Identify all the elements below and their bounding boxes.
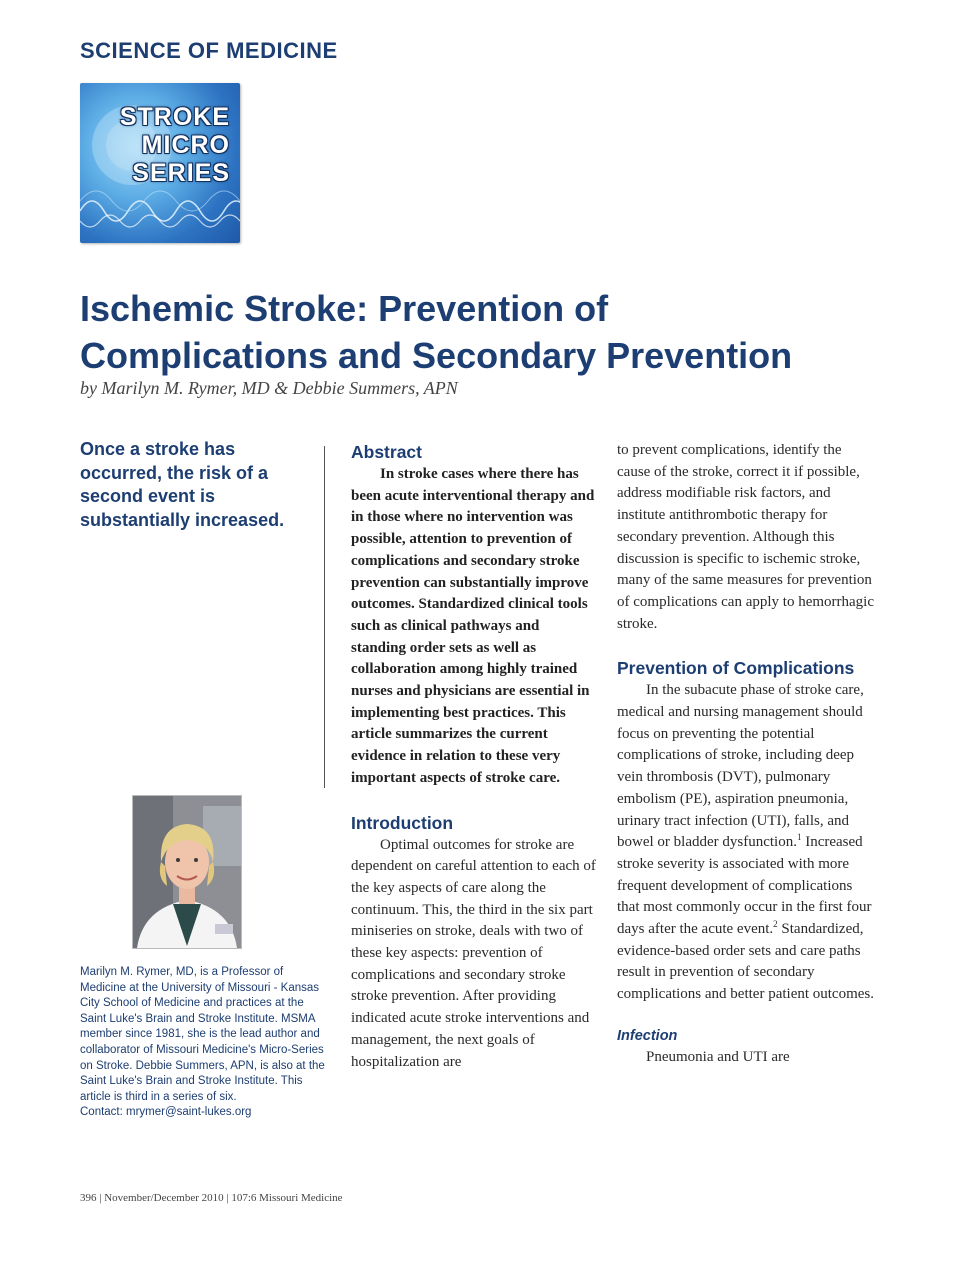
pull-quote: Once a stroke has occurred, the risk of a second event is substantially increased.: [80, 439, 285, 530]
footer-journal: 107:6 Missouri Medicine: [231, 1192, 343, 1204]
column-divider: [324, 446, 325, 788]
prevention-body-part-1: In the subacute phase of stroke care, medical and nursing management should focus on preventing the potential complications of stroke, including deep vein thrombosis (DVT), pulmonary embolism (PE), aspiration pneumonia, urinary tract infection (UTI), falls, and bowel or bladder dysfunction.: [617, 682, 864, 851]
infection-body: Pneumonia and UTI are: [646, 1048, 790, 1065]
article-title: [80, 285, 880, 379]
footer-issue: November/December 2010: [104, 1192, 224, 1204]
prevention-body-part-3: Standardized, evidence-based order sets and care paths result in prevention of secondary complications and better patient outcomes.: [617, 921, 875, 1003]
introduction-body: Optimal outcomes for stroke are dependent on careful attention to each of the key aspects of care along the continuum. This, the third in the six part miniseries on stroke, deals with two of these key aspects: prevention of complications and secondary stroke stroke prevention. After providing indicated acute stroke interventions and management, the next goals of hospitalization are: [351, 836, 596, 1070]
section-label: SCIENCE OF MEDICINE: [80, 38, 338, 63]
page-number: 396: [80, 1192, 97, 1204]
author-bio: [80, 965, 330, 1121]
footer-separator-icon: |: [99, 1192, 105, 1204]
right-column: [617, 440, 877, 1069]
author-contact: Contact: mrymer@saint-lukes.org: [80, 1106, 252, 1119]
page-footer: [80, 1192, 343, 1204]
author-photo: [132, 795, 242, 949]
abstract-body: In stroke cases where there has been acute interventional therapy and in those where no intervention was possible, attention to prevention of complications and secondary stroke prevention can substantially improve outcomes. Standardized clinical tools such as clinical pathways and standing order sets as well as collaboration among highly trained nurses and physicians are essential in implementing best practices. This article summarizes the current evidence in relation to these very important aspects of stroke care.: [351, 466, 595, 786]
logo-line-series: SERIES: [132, 159, 230, 187]
stroke-micro-series-logo: [80, 83, 240, 243]
prevention-heading: Prevention of Complications: [617, 658, 855, 679]
prevention-body: [617, 680, 877, 1006]
prevention-body-part-2: Increased stroke severity is associated with more frequent development of complications that most commonly occur in the first four days after the acute event.: [617, 834, 872, 938]
article-title-line-1: Ischemic Stroke: Prevention of: [80, 288, 609, 329]
abstract-heading: Abstract: [351, 442, 422, 462]
author-bio-text: Marilyn M. Rymer, MD, is a Professor of Medicine at the University of Missouri - Kansas City School of Medicine and practices at the Saint Luke's Brain and Stroke Institute. MSMA member since 1981, she is the lead author and collaborator of Missouri Medicine's Micro-Series on Stroke. Debbie Summers, APN, is also at the Saint Luke's Brain and Stroke Institute. This article is third in a series of six.: [80, 966, 325, 1103]
reference-1: 1: [796, 832, 802, 843]
introduction-continuation: to prevent complications, identify the cause of the stroke, correct it if possible, address modifiable risk factors, and institute antithrombotic therapy for secondary prevention. Although this discussion is specific to ischemic stroke, many of the same measures for prevention of complications can apply to hemorrhagic stroke.: [617, 442, 874, 632]
article-title-line-2: Complications and Secondary Prevention: [80, 335, 793, 376]
middle-column: [351, 440, 596, 1073]
infection-heading: Infection: [617, 1027, 678, 1044]
introduction-heading: Introduction: [351, 812, 454, 833]
logo-line-stroke: STROKE: [119, 103, 230, 131]
logo-line-micro: MICRO: [141, 131, 230, 159]
byline: by Marilyn M. Rymer, MD & Debbie Summers, APN: [80, 378, 458, 398]
footer-separator-icon: |: [226, 1192, 232, 1204]
reference-2: 2: [773, 919, 778, 930]
